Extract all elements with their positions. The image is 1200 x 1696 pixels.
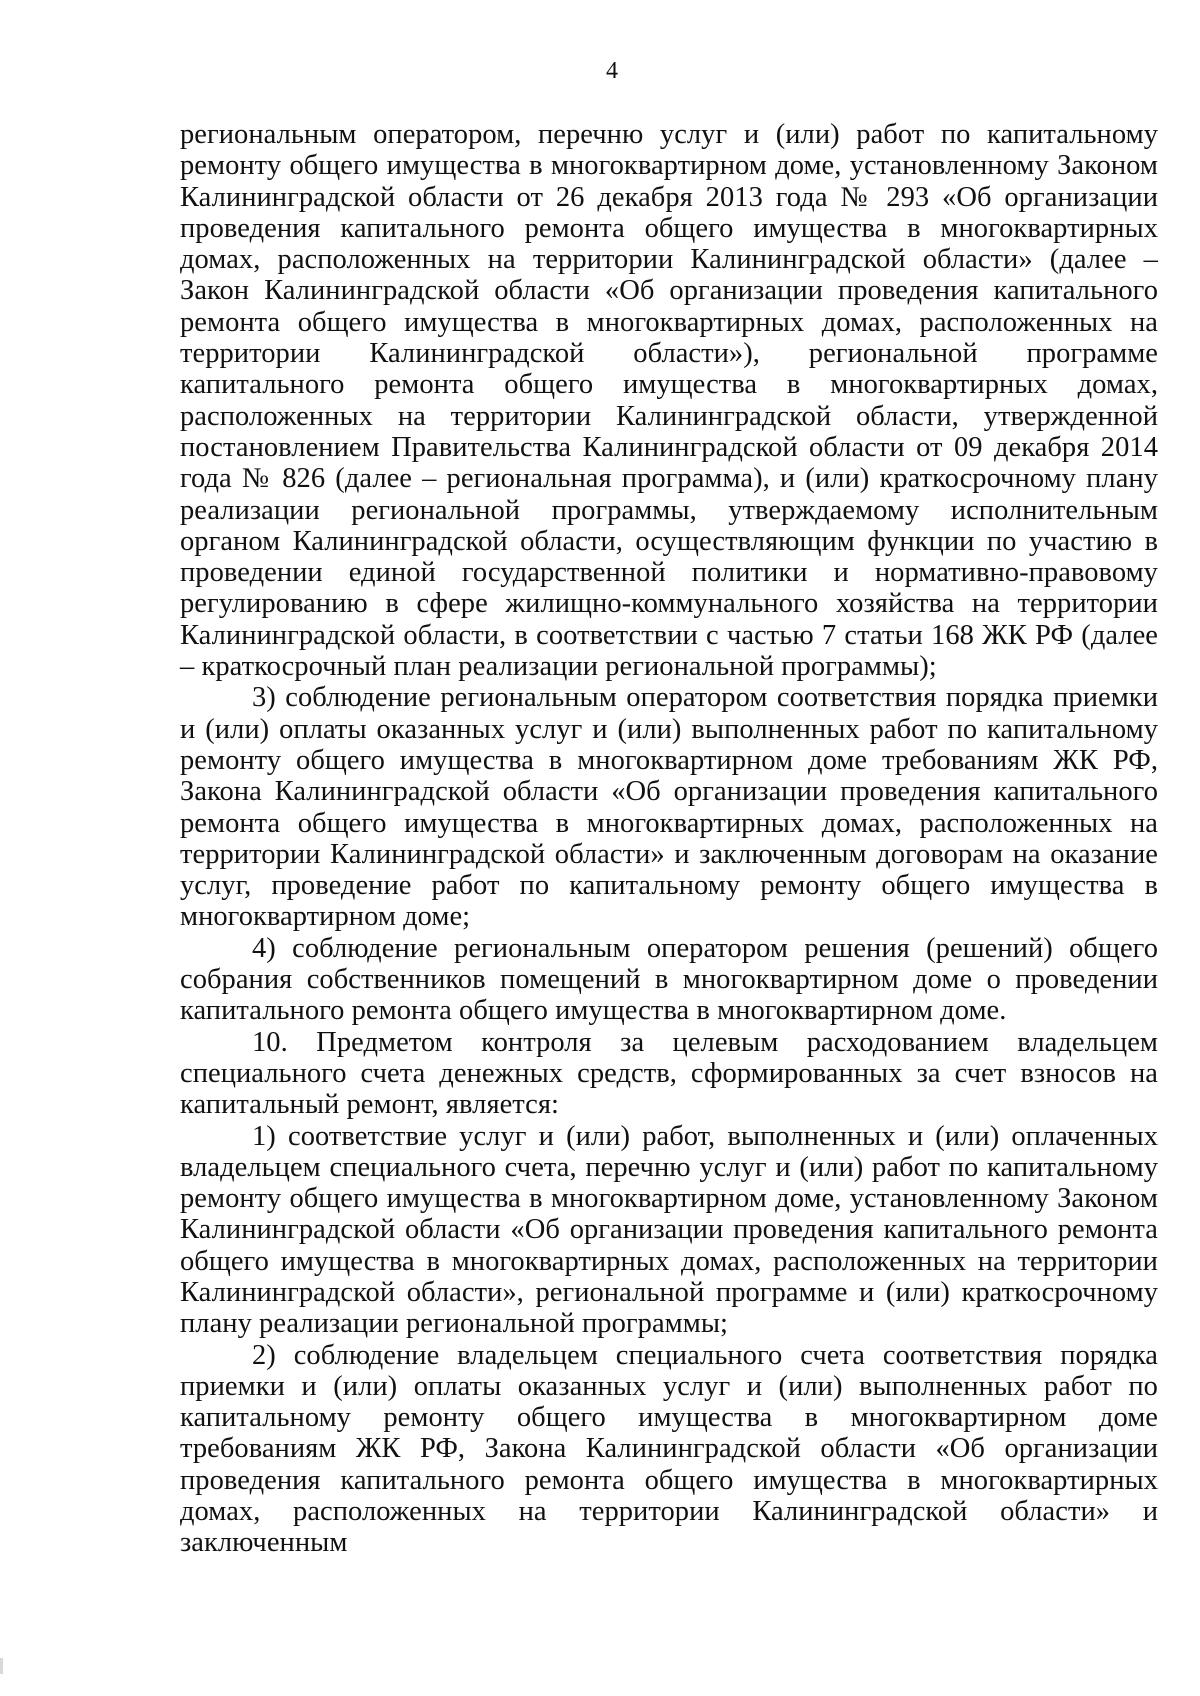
paragraph-section-10: 10. Предметом контроля за целевым расходованием владельцем специального счета денежных средств, сформированных за счет взносов на капитальный ремонт, является: [180, 1026, 1158, 1121]
paragraph-item-3: 3) соблюдение региональным оператором соответствия порядка приемки и (или) оплаты оказанных услуг и (или) выполненных работ по капитальному ремонту общего имущества в многоквартирном доме требованиям ЖК РФ, Закона Калининградской области «Об организации проведения капитального ремонта общего имущества в многоквартирных домах, расположенных на территории Калининградской области» и заключенным договорам на оказание услуг, проведение работ по капитальному ремонту общего имущества в многоквартирном доме; [180, 682, 1158, 933]
paragraph-item-4: 4) соблюдение региональным оператором решения (решений) общего собрания собственников помещений в многоквартирном доме о проведении капитального ремонта общего имущества в многоквартирном доме. [180, 932, 1158, 1027]
paragraph-section-10-item-2: 2) соблюдение владельцем специального счета соответствия порядка приемки и (или) оплаты оказанных услуг и (или) выполненных работ по капитальному ремонту общего имущества в многоквартирном доме требованиям ЖК РФ, Закона Калининградской области «Об организации проведения капитального ремонта общего имущества в многоквартирных домах, расположенных на территории Калининградской области» и заключенным [180, 1339, 1158, 1559]
scan-edge-mark [0, 1658, 3, 1674]
paragraph-section-10-item-1: 1) соответствие услуг и (или) работ, выполненных и (или) оплаченных владельцем специального счета, перечню услуг и (или) работ по капитальному ремонту общего имущества в многоквартирном доме, установленному Законом Калининградской области «Об организации проведения капитального ремонта общего имущества в многоквартирных домах, расположенных на территории Калининградской области», региональной программе и (или) краткосрочному плану реализации региональной программы; [180, 1120, 1158, 1340]
paragraph-continuation: региональным оператором, перечню услуг и (или) работ по капитальному ремонту общего имущества в многоквартирном доме, установленному Законом Калининградской области от 26 декабря 2013 года № 293 «Об организации проведения капитального ремонта общего имущества в многоквартирных домах, расположенных на территории Калининградской области» (далее – Закон Калининградской области «Об организации проведения капитального ремонта общего имущества в многоквартирных домах, расположенных на территории Калининградской области»), региональной программе капитального ремонта общего имущества в многоквартирных домах, расположенных на территории Калининградской области, утвержденной постановлением Правительства Калининградской области от 09 декабря 2014 года № 826 (далее – региональная программа), и (или) краткосрочному плану реализации региональной программы, утверждаемому исполнительным органом Калининградской области, осуществляющим функции по участию в проведении единой государственной политики и нормативно-правовому регулированию в сфере жилищно-коммунального хозяйства на территории Калининградской области, в соответствии с частью 7 статьи 168 ЖК РФ (далее – краткосрочный план реализации региональной программы); [180, 119, 1158, 683]
document-body [180, 119, 1158, 1559]
page-number: 4 [606, 58, 618, 84]
